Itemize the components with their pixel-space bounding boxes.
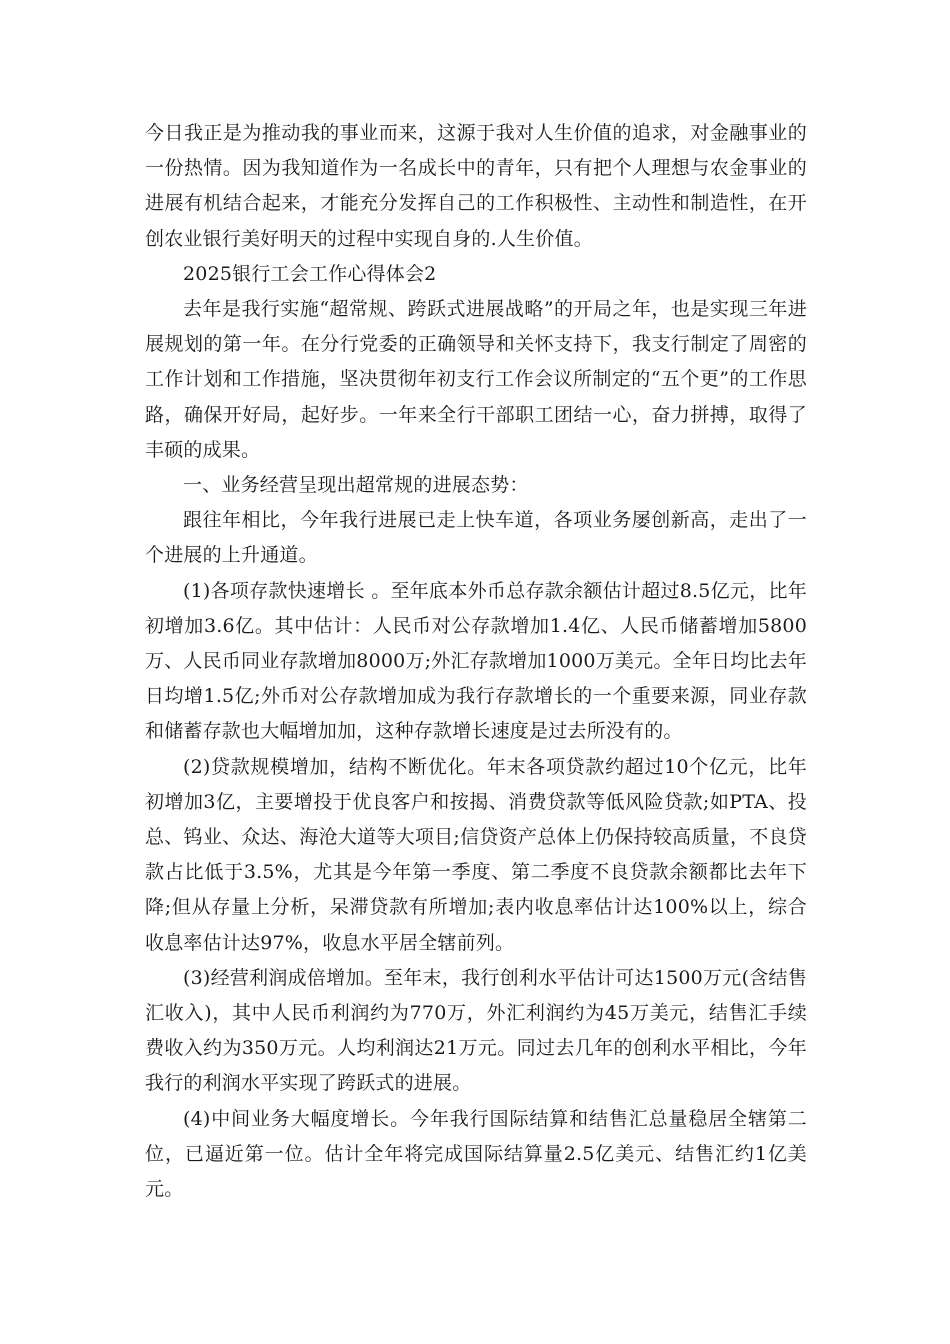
document-body bbox=[145, 116, 807, 1207]
paragraph-intro: 今日我正是为推动我的事业而来，这源于我对人生价值的追求，对金融事业的一份热情。因为我知道作为一名成长中的青年，只有把个人理想与农金事业的进展有机结合起来，才能充分发挥自己的工作积极性、主动性和制造性，在开创农业银行美好明天的过程中实现自身的.人生价值。 bbox=[145, 122, 807, 250]
paragraph-intermediate-business: (4)中间业务大幅度增长。今年我行国际结算和结售汇总量稳居全辖第二位，已逼近第一位。估计全年将完成国际结算量2.5亿美元、结售汇约1亿美元。 bbox=[145, 1107, 807, 1201]
section-heading: 2025银行工会工作心得体会2 bbox=[183, 262, 437, 285]
paragraph-overview: 去年是我行实施“超常规、跨跃式进展战略”的开局之年，也是实现三年进展规划的第一年。在分行党委的正确领导和关怀支持下，我支行制定了周密的工作计划和工作措施，坚决贯彻年初支行工作会议所制定的“五个更”的工作思路，确保开好局，起好步。一年来全行干部职工团结一心，奋力拼搏，取得了丰硕的成果。 bbox=[145, 298, 807, 461]
subheading-business: 一、业务经营呈现出超常规的进展态势： bbox=[183, 474, 529, 497]
paragraph-deposits: (1)各项存款快速增长 。至年底本外币总存款余额估计超过8.5亿元，比年初增加3.6亿。其中估计：人民币对公存款增加1.4亿、人民币储蓄增加5800万、人民币同业存款增加8000万;外汇存款增加1000万美元。全年日均比去年日均增1.5亿;外币对公存款增加成为我行存款增长的一个重要来源，同业存款和储蓄存款也大幅增加加，这种存款增长速度是过去所没有的。 bbox=[145, 579, 807, 743]
paragraph-comparison: 跟往年相比，今年我行进展已走上快车道，各项业务屡创新高，走出了一个进展的上升通道。 bbox=[145, 509, 807, 567]
paragraph-loans: (2)贷款规模增加，结构不断优化。年末各项贷款约超过10个亿元，比年初增加3亿，主要增投于优良客户和按揭、消费贷款等低风险贷款;如PTA、投总、钨业、众达、海沧大道等大项目;信贷资产总体上仍保持较高质量，不良贷款占比低于3.5%，尤其是今年第一季度、第二季度不良贷款余额都比去年下降;但从存量上分析，呆滞贷款有所增加;表内收息率估计达100%以上，综合收息率估计达97%，收息水平居全辖前列。 bbox=[145, 755, 807, 954]
paragraph-profits: (3)经营利润成倍增加。至年末，我行创利水平估计可达1500万元(含结售汇收入)，其中人民币利润约为770万，外汇利润约为45万美元，结售汇手续费收入约为350万元。人均利润达21万元。同过去几年的创利水平相比，今年我行的利润水平实现了跨跃式的进展。 bbox=[145, 966, 807, 1095]
